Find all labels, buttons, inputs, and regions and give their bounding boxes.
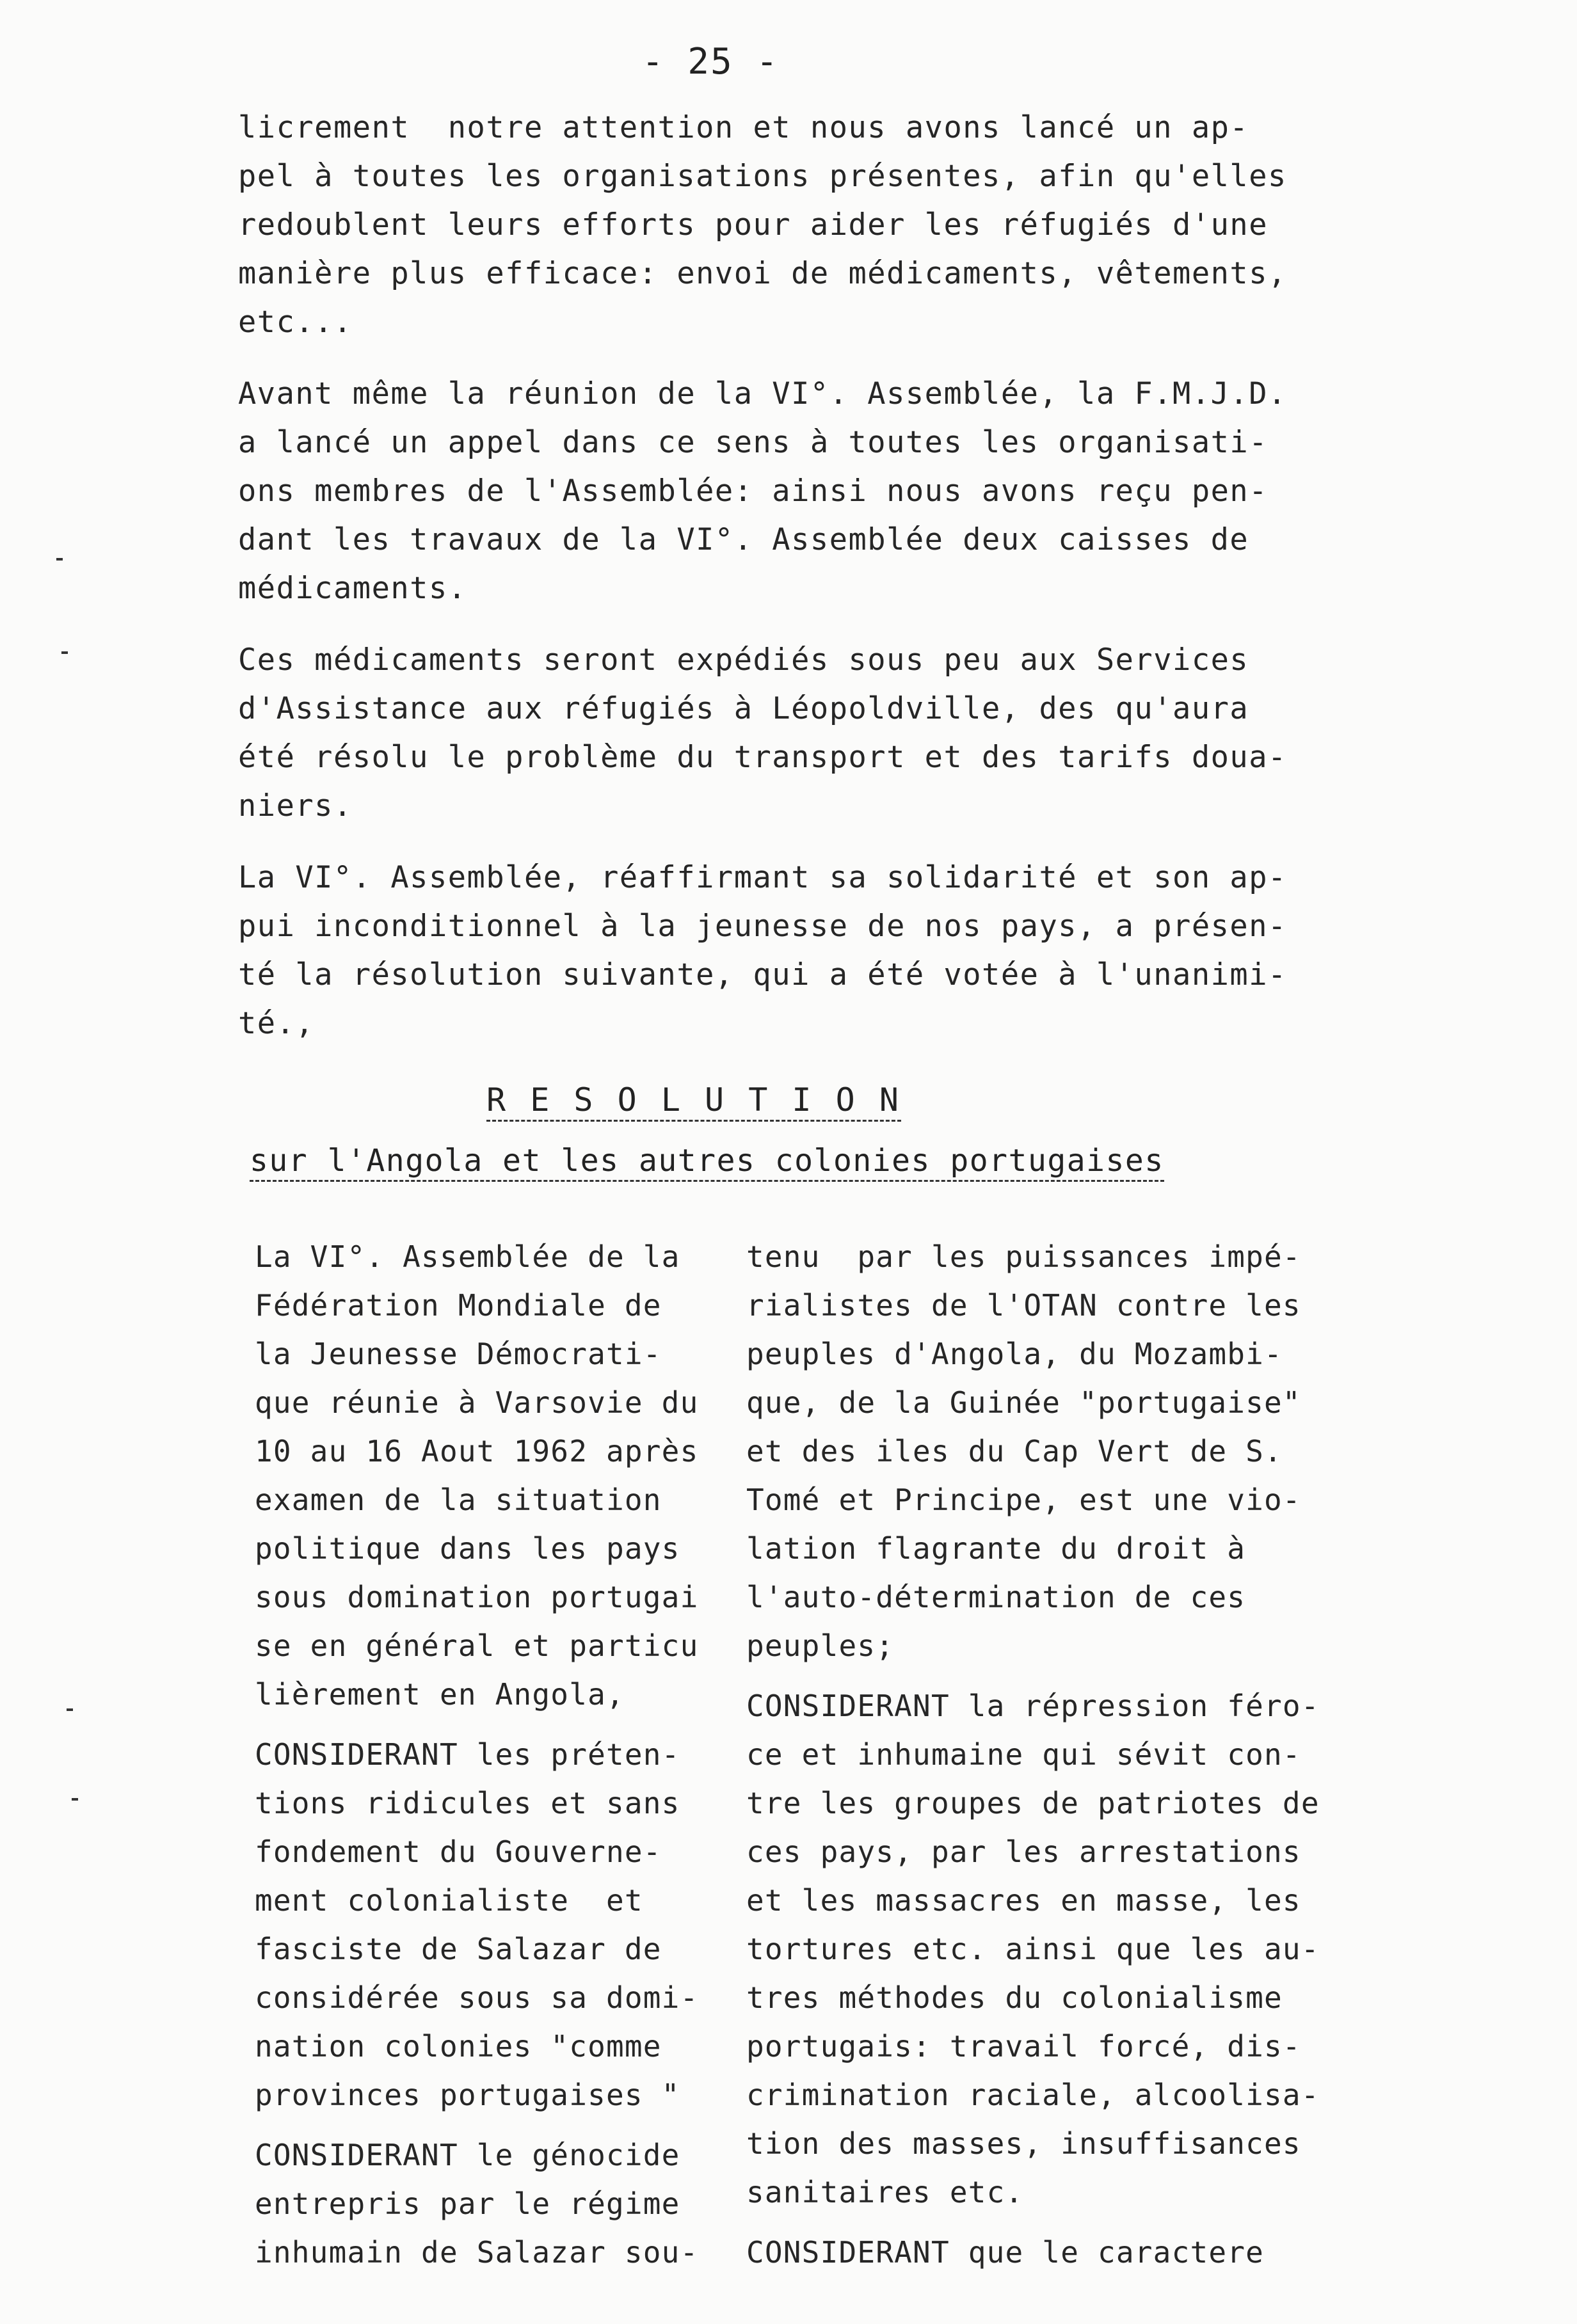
text-line: fondement du Gouverne- bbox=[255, 1835, 662, 1869]
text-line: l'auto-détermination de ces bbox=[746, 1580, 1246, 1614]
text-line: et des iles du Cap Vert de S. bbox=[746, 1434, 1283, 1468]
text-line: que, de la Guinée "portugaise" bbox=[746, 1385, 1301, 1420]
text-line: d'Assistance aux réfugiés à Léopoldville, des qu'aura bbox=[238, 691, 1249, 726]
text-line: peuples d'Angola, du Mozambi- bbox=[746, 1337, 1283, 1371]
intro-paragraph bbox=[238, 370, 1339, 613]
text-line: rialistes de l'OTAN contre les bbox=[746, 1288, 1301, 1323]
text-line: médicaments. bbox=[238, 571, 467, 606]
text-line: été résolu le problème du transport et des tarifs doua- bbox=[238, 740, 1287, 775]
text-line: lièrement en Angola, bbox=[255, 1677, 625, 1712]
text-line: nation colonies "comme bbox=[255, 2029, 662, 2064]
intro-paragraph bbox=[238, 104, 1339, 347]
text-line: ons membres de l'Assemblée: ainsi nous avons reçu pen- bbox=[238, 474, 1269, 509]
text-line: dant les travaux de la VI°. Assemblée deux caisses de bbox=[238, 522, 1249, 557]
margin-mark bbox=[56, 558, 63, 561]
text-line: la Jeunesse Démocrati- bbox=[255, 1337, 662, 1371]
text-line: provinces portugaises " bbox=[255, 2078, 680, 2112]
text-line: 10 au 16 Aout 1962 après bbox=[255, 1434, 699, 1468]
margin-mark bbox=[61, 651, 68, 654]
text-line: se en général et particu bbox=[255, 1628, 699, 1663]
text-line: et les massacres en masse, les bbox=[746, 1883, 1301, 1918]
text-line: licrement notre attention et nous avons lancé un ap- bbox=[238, 110, 1249, 145]
right-column bbox=[746, 1232, 1320, 2288]
text-line: Fédération Mondiale de bbox=[255, 1288, 662, 1323]
text-line: politique dans les pays bbox=[255, 1531, 680, 1566]
margin-mark bbox=[67, 1708, 73, 1711]
left-column bbox=[255, 1232, 741, 2288]
text-line: a lancé un appel dans ce sens à toutes les organisati- bbox=[238, 425, 1269, 460]
text-line: tions ridicules et sans bbox=[255, 1786, 680, 1820]
text-line: tenu par les puissances impé- bbox=[746, 1239, 1301, 1274]
text-line: tortures etc. ainsi que les au- bbox=[746, 1932, 1320, 1966]
intro-paragraph bbox=[238, 636, 1339, 831]
text-line: manière plus efficace: envoi de médicaments, vêtements, bbox=[238, 256, 1287, 291]
column-paragraph bbox=[746, 1682, 1320, 2217]
margin-mark bbox=[72, 1798, 78, 1801]
text-line: inhumain de Salazar sou- bbox=[255, 2235, 699, 2270]
intro-section bbox=[238, 104, 1339, 1071]
text-line: fasciste de Salazar de bbox=[255, 1932, 662, 1966]
text-line: sanitaires etc. bbox=[746, 2175, 1024, 2209]
intro-paragraph bbox=[238, 854, 1339, 1048]
text-line: tres méthodes du colonialisme bbox=[746, 1980, 1283, 2015]
text-line: crimination raciale, alcoolisa- bbox=[746, 2078, 1320, 2112]
text-line: CONSIDERANT les préten- bbox=[255, 1737, 680, 1772]
text-line: té., bbox=[238, 1006, 315, 1041]
text-line: portugais: travail forcé, dis- bbox=[746, 2029, 1301, 2064]
text-line: tion des masses, insuffisances bbox=[746, 2126, 1301, 2161]
text-line: lation flagrante du droit à bbox=[746, 1531, 1246, 1566]
page-number: - 25 - bbox=[641, 41, 780, 83]
text-line: sous domination portugai bbox=[255, 1580, 699, 1614]
text-line: ment colonialiste et bbox=[255, 1883, 643, 1918]
text-line: pel à toutes les organisations présentes, afin qu'elles bbox=[238, 159, 1287, 194]
resolution-title: R E S O L U T I O N bbox=[486, 1081, 901, 1122]
text-line: Avant même la réunion de la VI°. Assemblée, la F.M.J.D. bbox=[238, 376, 1287, 411]
text-line: La VI°. Assemblée, réaffirmant sa solidarité et son ap- bbox=[238, 860, 1287, 895]
text-line: entrepris par le régime bbox=[255, 2186, 680, 2221]
text-line: niers. bbox=[238, 788, 353, 824]
text-line: CONSIDERANT le génocide bbox=[255, 2138, 680, 2172]
text-line: té la résolution suivante, qui a été votée à l'unanimi- bbox=[238, 957, 1287, 992]
column-paragraph bbox=[255, 2131, 741, 2277]
text-line: CONSIDERANT que le caractere bbox=[746, 2235, 1265, 2270]
resolution-subtitle: sur l'Angola et les autres colonies portugaises bbox=[250, 1143, 1164, 1182]
text-line: ces pays, par les arrestations bbox=[746, 1835, 1301, 1869]
text-line: etc... bbox=[238, 305, 353, 340]
text-line: examen de la situation bbox=[255, 1483, 662, 1517]
text-line: redoublent leurs efforts pour aider les réfugiés d'une bbox=[238, 207, 1269, 243]
text-line: pui inconditionnel à la jeunesse de nos pays, a présen- bbox=[238, 909, 1287, 944]
text-line: CONSIDERANT la répression féro- bbox=[746, 1689, 1320, 1723]
text-line: ce et inhumaine qui sévit con- bbox=[746, 1737, 1301, 1772]
text-line: peuples; bbox=[746, 1628, 895, 1663]
text-line: considérée sous sa domi- bbox=[255, 1980, 699, 2015]
text-line: Ces médicaments seront expédiés sous peu aux Services bbox=[238, 642, 1249, 678]
text-line: que réunie à Varsovie du bbox=[255, 1385, 699, 1420]
column-paragraph bbox=[255, 1730, 741, 2119]
column-paragraph bbox=[255, 1232, 741, 1719]
column-paragraph bbox=[746, 1232, 1301, 1670]
column-paragraph bbox=[746, 2228, 1265, 2277]
text-line: La VI°. Assemblée de la bbox=[255, 1239, 680, 1274]
text-line: Tomé et Principe, est une vio- bbox=[746, 1483, 1301, 1517]
text-line: tre les groupes de patriotes de bbox=[746, 1786, 1320, 1820]
